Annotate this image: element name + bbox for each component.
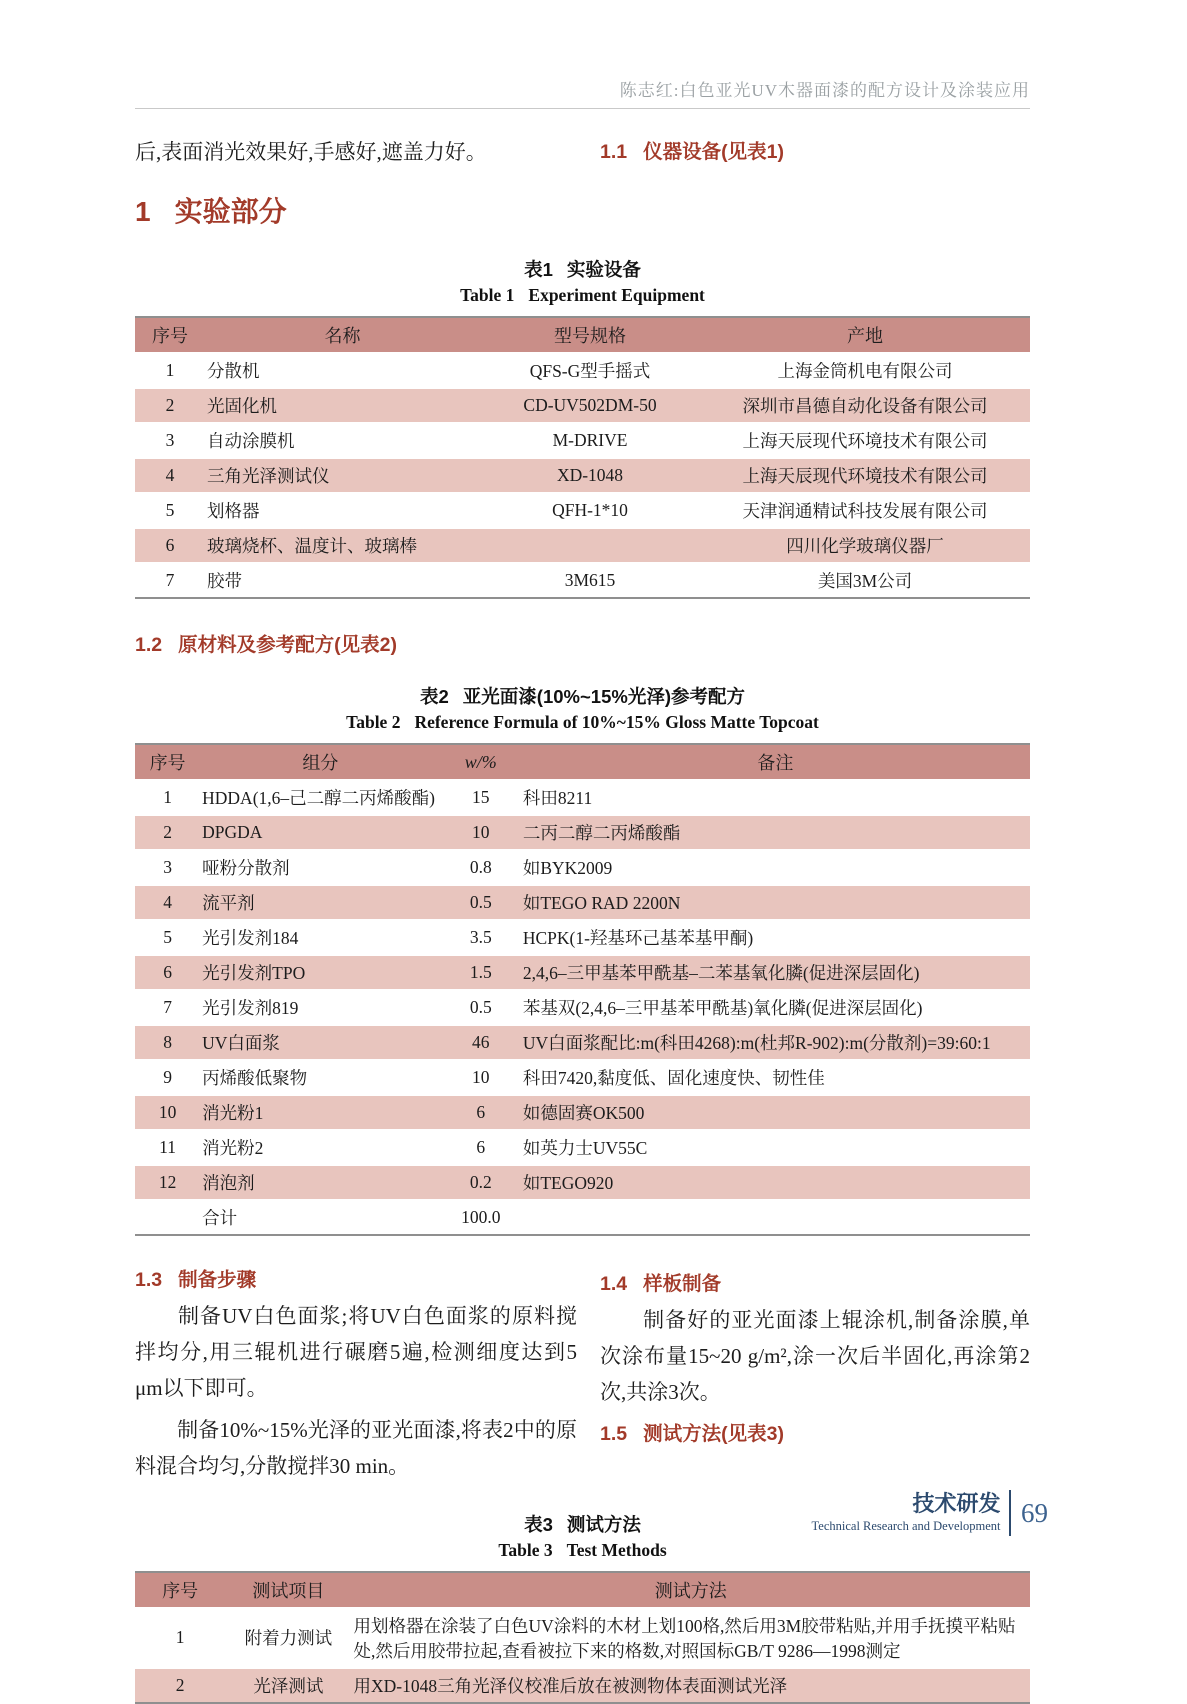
table3-caption-en-label: Table 3 — [498, 1539, 553, 1560]
page-number: 69 — [1021, 1497, 1048, 1528]
column-header: 序号 — [135, 1572, 225, 1608]
left-column — [135, 1264, 577, 1485]
table-row: 4 流平剂 0.5 如TEGO RAD 2200N — [135, 885, 1030, 920]
table-row: 2 DPGDA 10 二丙二醇二丙烯酸酯 — [135, 815, 1030, 850]
section-title: 测试方法(见表3) — [643, 1423, 784, 1446]
section-title: 样板制备 — [643, 1273, 722, 1295]
column-header: 产地 — [700, 317, 1030, 353]
page-footer — [812, 1490, 1048, 1536]
section-title: 仪器设备(见表1) — [643, 141, 784, 163]
table1-caption-en-label: Table 1 — [460, 285, 515, 305]
section-1-4-heading — [600, 1268, 1030, 1296]
table1-block — [135, 256, 1030, 599]
section-1-1-heading — [600, 136, 1030, 166]
page-content — [135, 136, 1030, 1704]
table-row: 4 三角光泽测试仪 XD-1048 上海天辰现代环境技术有限公司 — [135, 458, 1030, 493]
table3-header-row — [135, 1572, 1030, 1608]
section-title: 制备步骤 — [178, 1269, 257, 1291]
table-row: 9 丙烯酸低聚物 10 科田7420,黏度低、固化速度快、韧性佳 — [135, 1060, 1030, 1095]
table-row: 6 光引发剂TPO 1.5 2,4,6–三甲基苯甲酰基–二苯基氧化膦(促进深层固化) — [135, 955, 1030, 990]
intro-paragraph: 后,表面消光效果好,手感好,遮盖力好。 — [135, 140, 487, 164]
table2-caption-cn-title: 亚光面漆(10%~15%光泽)参考配方 — [462, 686, 745, 707]
table1-caption-cn-label: 表1 — [524, 259, 553, 280]
section-number: 1 — [135, 196, 151, 227]
column-header: 型号规格 — [480, 317, 700, 353]
table1-caption-cn-title: 实验设备 — [566, 259, 641, 280]
table2-caption-en-label: Table 2 — [346, 712, 401, 732]
table-row: 12 消泡剂 0.2 如TEGO920 — [135, 1165, 1030, 1200]
section-number: 1.4 — [600, 1273, 628, 1295]
column-header: 组分 — [200, 744, 441, 780]
table1-caption — [135, 256, 1030, 306]
table2-block — [135, 683, 1030, 1236]
table-row: 1 分散机 QFS-G型手摇式 上海金筒机电有限公司 — [135, 353, 1030, 388]
table-row: 3 自动涂膜机 M-DRIVE 上海天辰现代环境技术有限公司 — [135, 423, 1030, 458]
running-header-text: 陈志红:白色亚光UV木器面漆的配方设计及涂装应用 — [619, 81, 1030, 100]
section-title: 实验部分 — [174, 196, 287, 227]
table-row: 6 玻璃烧杯、温度计、玻璃棒 四川化学玻璃仪器厂 — [135, 528, 1030, 563]
running-header — [135, 0, 1030, 109]
paragraph: 制备UV白色面浆;将UV白色面浆的原料搅拌均分,用三辊机进行碾磨5遍,检测细度达到5 μm以下即可。 — [135, 1304, 577, 1401]
table-row: 1 附着力测试 用划格器在涂装了白色UV涂料的木材上划100格,然后用3M胶带粘贴,并用手抚摸平粘贴处,然后用胶带拉起,查看被拉下来的格数,对照国标GB/T 9286—1998测定 — [135, 1608, 1030, 1668]
table-total-row: 合计 100.0 — [202, 1207, 501, 1228]
table-row: 2 光泽测试 用XD-1048三角光泽仪校准后放在被测物体表面测试光泽 — [135, 1668, 1030, 1703]
table3-caption-cn-label: 表3 — [524, 1513, 553, 1535]
section-1-3-heading — [135, 1264, 577, 1292]
column-header: 测试方法 — [351, 1572, 1030, 1608]
column-header: 测试项目 — [225, 1572, 351, 1608]
table-row: 10 消光粉1 6 如德固赛OK500 — [135, 1095, 1030, 1130]
section-number: 1.3 — [135, 1269, 163, 1291]
table-row: 2 光固化机 CD-UV502DM-50 深圳市昌德自动化设备有限公司 — [135, 388, 1030, 423]
table-row: 5 划格器 QFH-1*10 天津润通精试科技发展有限公司 — [135, 493, 1030, 528]
paragraph: 制备好的亚光面漆上辊涂机,制备涂膜,单次涂布量15~20 g/m²,涂一次后半固化,再涂第2次,共涂3次。 — [600, 1308, 1030, 1405]
table2-header-row — [135, 744, 1030, 780]
section-1-2-heading — [135, 629, 1030, 657]
footer-divider — [1009, 1490, 1012, 1536]
table3-caption-en-title: Test Methods — [566, 1539, 667, 1560]
table3-caption-cn-title: 测试方法 — [566, 1513, 641, 1535]
table-row: 1 HDDA(1,6–己二醇二丙烯酸酯) 15 科田8211 — [135, 780, 1030, 815]
table-row: 7 胶带 3M615 美国3M公司 — [165, 570, 913, 591]
methods-columns — [135, 1264, 1030, 1485]
table3-block — [135, 1511, 1030, 1704]
table1 — [135, 316, 1030, 599]
table-row: 8 UV白面浆 46 UV白面浆配比:m(科田4268):m(杜邦R-902):m(分散剂)=39:60:1 — [135, 1025, 1030, 1060]
section-number: 1.1 — [600, 141, 628, 163]
footer-section-cn: 技术研发 — [912, 1490, 1001, 1516]
footer-section-en: Technical Research and Development — [811, 1519, 1001, 1534]
table3 — [135, 1571, 1030, 1704]
section-number: 1.5 — [600, 1423, 628, 1446]
table2-caption-en-title: Reference Formula of 10%~15% Gloss Matte Topcoat — [414, 712, 819, 732]
table1-header-row — [135, 317, 1030, 353]
section-1-5-heading — [600, 1418, 1030, 1446]
column-header: 备注 — [521, 744, 1030, 780]
column-header: 序号 — [135, 317, 205, 353]
table2-caption-cn-label: 表2 — [420, 686, 449, 707]
section-number: 1.2 — [135, 634, 163, 656]
table2 — [135, 743, 1030, 1236]
column-header: 名称 — [205, 317, 480, 353]
right-column — [600, 1264, 1030, 1485]
table-row: 11 消光粉2 6 如英力士UV55C — [135, 1130, 1030, 1165]
column-header: w/% — [441, 744, 521, 780]
table-row: 5 光引发剂184 3.5 HCPK(1-羟基环己基苯基甲酮) — [135, 920, 1030, 955]
intro-row — [135, 136, 1030, 166]
section-1-heading — [135, 190, 1030, 230]
table1-caption-en-title: Experiment Equipment — [528, 285, 705, 305]
table-row: 3 哑粉分散剂 0.8 如BYK2009 — [135, 850, 1030, 885]
table-row: 7 光引发剂819 0.5 苯基双(2,4,6–三甲基苯甲酰基)氧化膦(促进深层固化) — [135, 990, 1030, 1025]
table2-caption — [135, 683, 1030, 733]
section-title: 原材料及参考配方(见表2) — [178, 634, 397, 656]
paragraph: 制备10%~15%光泽的亚光面漆,将表2中的原料混合均匀,分散搅拌30 min。 — [135, 1418, 577, 1479]
column-header: 序号 — [135, 744, 200, 780]
